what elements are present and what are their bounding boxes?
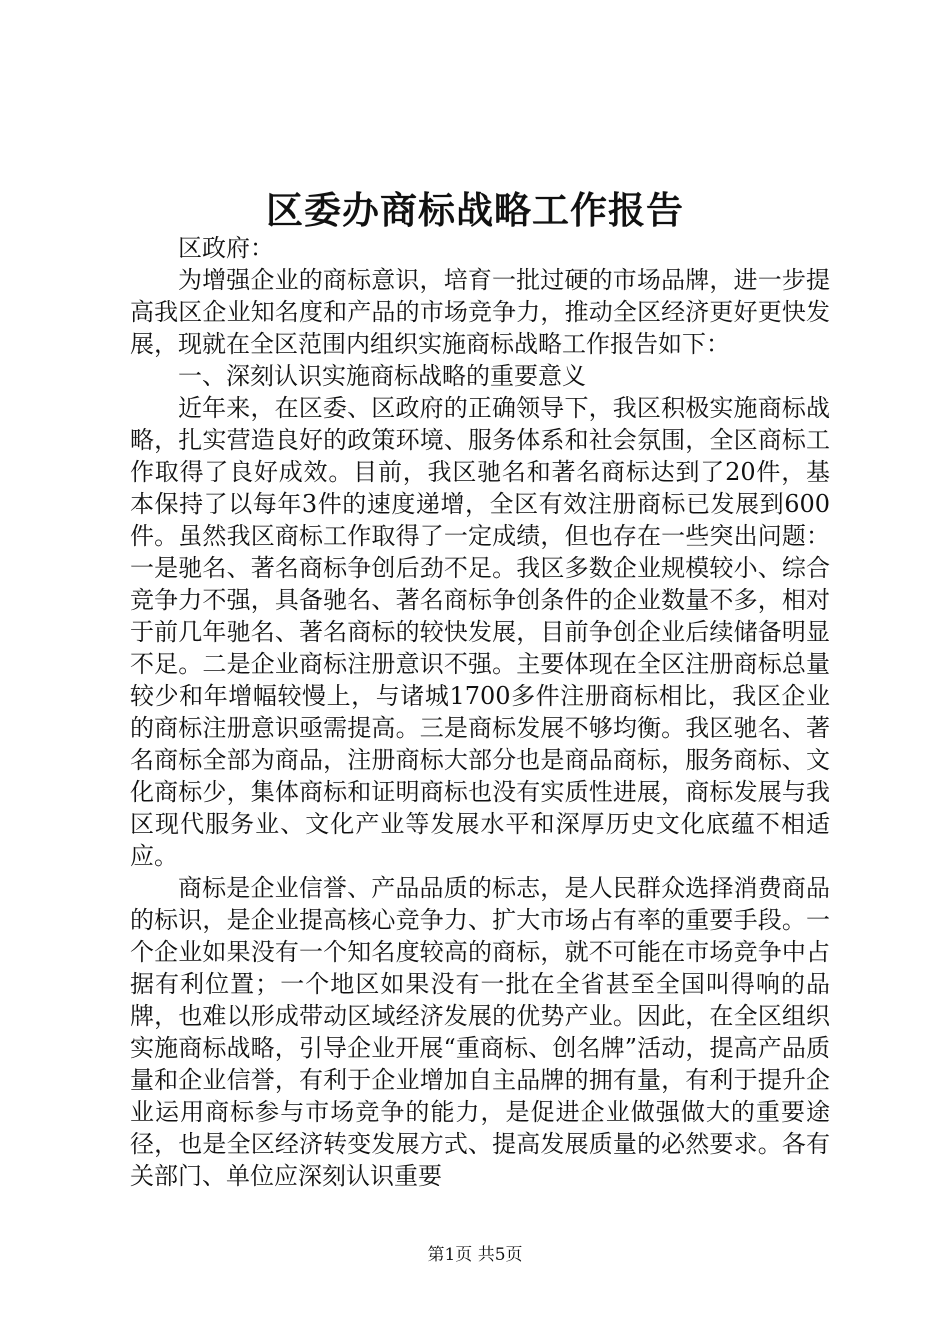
salutation: 区政府：	[178, 234, 274, 262]
body-paragraph: 近年来，在区委、区政府的正确领导下，我区积极实施商标战略，扎实营造良好的政策环境、服务体系和社会氛围，全区商标工作取得了良好成效。目前，我区驰名和著名商标达到了20件，基本保持了以每年3件的速度递增，全区有效注册商标已发展到600件。虽然我区商标工作取得了一定成绩，但也存在一些突出问题：一是驰名、著名商标争创后劲不足。我区多数企业规模较小、综合竞争力不强，具备驰名、著名商标争创条件的企业数量不多，相对于前几年驰名、著名商标的较快发展，目前争创企业后续储备明显不足。二是企业商标注册意识不强。主要体现在全区注册商标总量较少和年增幅较慢上，与诸城1700多件注册商标相比，我区企业的商标注册意识亟需提高。三是商标发展不够均衡。我区驰名、著名商标全部为商品，注册商标大部分也是商品商标，服务商标、文化商标少，集体商标和证明商标也没有实质性进展，商标发展与我区现代服务业、文化产业等发展水平和深厚历史文化底蕴不相适应。	[130, 394, 830, 870]
section-heading: 一、深刻认识实施商标战略的重要意义	[178, 362, 586, 390]
document-body	[130, 232, 830, 1192]
body-paragraph: 商标是企业信誉、产品品质的标志，是人民群众选择消费商品的标识，是企业提高核心竞争力、扩大市场占有率的重要手段。一个企业如果没有一个知名度较高的商标，就不可能在市场竞争中占据有利位置；一个地区如果没有一批在全省甚至全国叫得响的品牌，也难以形成带动区域经济发展的优势产业。因此，在全区组织实施商标战略，引导企业开展“重商标、创名牌”活动，提高产品质量和企业信誉，有利于企业增加自主品牌的拥有量，有利于提升企业运用商标参与市场竞争的能力，是促进企业做强做大的重要途径，也是全区经济转变发展方式、提高发展质量的必然要求。各有关部门、单位应深刻认识重要	[130, 874, 830, 1190]
intro-paragraph: 为增强企业的商标意识，培育一批过硬的市场品牌，进一步提高我区企业知名度和产品的市场竞争力，推动全区经济更好更快发展，现就在全区范围内组织实施商标战略工作报告如下：	[130, 266, 830, 358]
page-footer: 第1页 共5页	[427, 1245, 523, 1265]
document-title: 区委办商标战略工作报告	[266, 188, 684, 232]
